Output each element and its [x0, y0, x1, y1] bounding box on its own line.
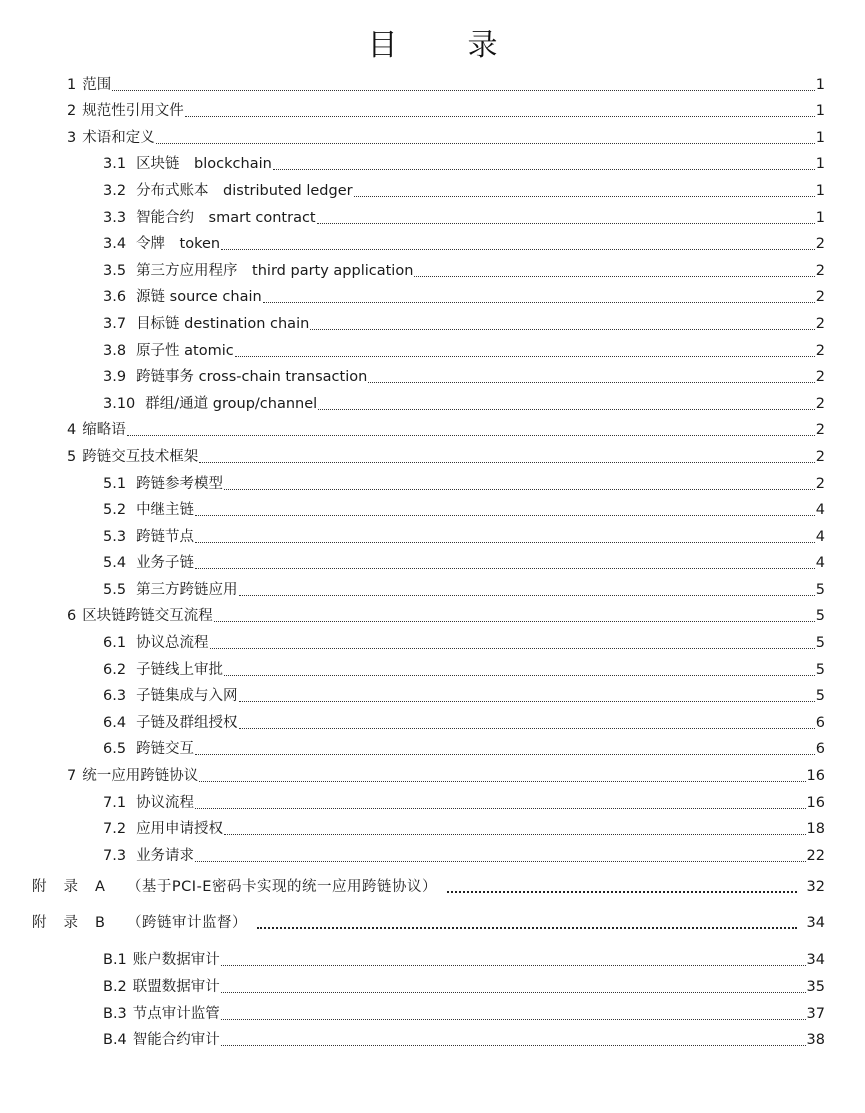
toc-entry-number: 5.5 [103, 581, 127, 598]
toc-entry-number: 5.4 [103, 555, 127, 572]
toc-entry-number: 3.8 [103, 342, 127, 359]
toc-entry-number: 3.7 [103, 315, 127, 332]
toc-entry-5-1[interactable] [0, 470, 865, 497]
toc-entry-b-2[interactable] [0, 973, 865, 1000]
toc-entry-title: 节点审计监管 [132, 1005, 220, 1022]
toc-entry-title: 协议总流程 [136, 635, 209, 652]
toc-entry-title: 协议流程 [136, 794, 195, 811]
dot-leader [273, 169, 815, 170]
toc-entry-title: 跨链参考模型 [136, 475, 224, 492]
toc-entry-number: 3.3 [103, 209, 127, 226]
toc-entry-3-10[interactable] [0, 390, 865, 417]
toc-entry-number: 3.6 [103, 289, 127, 306]
dot-leader [195, 568, 815, 569]
toc-entry-page: 2 [815, 236, 825, 253]
toc-entry-page: 2 [815, 289, 825, 306]
toc-entry-number: 6.4 [103, 714, 127, 731]
toc-entry-5-2[interactable] [0, 497, 865, 524]
appendix-label: 附录A [32, 878, 122, 895]
toc-entry-page: 35 [806, 979, 825, 995]
toc-entry-3-4[interactable] [0, 231, 865, 258]
toc-entry-6-2[interactable] [0, 656, 865, 683]
toc-entry-number: 3.10 [103, 395, 136, 412]
toc-entry-page: 2 [815, 395, 825, 412]
toc-entry-title: 智能合约 smart contract [136, 209, 316, 226]
toc-entry-number: 7.1 [103, 794, 127, 811]
toc-entry-6-5[interactable] [0, 736, 865, 763]
dot-leader [127, 435, 815, 436]
toc-entry-3-9[interactable] [0, 364, 865, 391]
dot-leader [221, 249, 815, 250]
toc-entry-6-4[interactable] [0, 709, 865, 736]
toc-entry-title: 智能合约审计 [132, 1032, 220, 1049]
toc-entry-number: 5.3 [103, 528, 127, 545]
dot-leader [221, 965, 806, 966]
appendix-label: 附录B [32, 914, 122, 931]
toc-entry-page: 2 [815, 315, 825, 332]
toc-entry-2[interactable] [0, 98, 865, 125]
toc-entry-number: 4 [67, 422, 77, 439]
toc-entry-title: 跨链交互 [136, 741, 195, 758]
toc-entry-title: 原子性 atomic [136, 342, 234, 359]
toc-entry-b-4[interactable] [0, 1027, 865, 1054]
toc-entry-page: 2 [815, 262, 825, 279]
toc-entry-page: 16 [806, 794, 825, 811]
dot-leader [112, 90, 815, 91]
dot-leader [214, 621, 815, 622]
toc-entry-5-4[interactable] [0, 550, 865, 577]
toc-entry-page: 4 [815, 502, 825, 519]
dot-leader [221, 1019, 806, 1020]
dot-leader [195, 861, 805, 862]
toc-entry-page: 4 [815, 555, 825, 572]
toc-entry-number: B.2 [103, 979, 127, 995]
toc-entry-title: 术语和定义 [82, 129, 155, 146]
toc-entry-title: 第三方应用程序 third party application [136, 262, 414, 279]
dot-leader [224, 834, 805, 835]
dot-leader [185, 116, 815, 117]
appendix-page: 34 [806, 914, 825, 931]
toc-entry-number: B.3 [103, 1005, 127, 1022]
toc-entry-number: 5.2 [103, 502, 127, 519]
dot-leader [354, 196, 815, 197]
toc-entry-6[interactable] [0, 603, 865, 630]
dot-leader [310, 329, 814, 330]
dot-leader [156, 143, 815, 144]
toc-entry-page: 5 [815, 661, 825, 678]
toc-entry-1[interactable] [0, 71, 865, 98]
toc-entry-page: 2 [815, 448, 825, 465]
toc-entry-page: 18 [806, 821, 825, 838]
toc-entry-number: 3.9 [103, 369, 127, 386]
toc-entry-6-3[interactable] [0, 683, 865, 710]
toc-entry-title: 中继主链 [136, 502, 195, 519]
toc-entry-page: 1 [815, 209, 825, 226]
toc-entry-number: 7.2 [103, 821, 127, 838]
dot-leader [221, 992, 806, 993]
toc-entry-page: 6 [815, 741, 825, 758]
toc-entry-number: 5.1 [103, 475, 127, 492]
toc-entry-number: 6.2 [103, 661, 127, 678]
toc-entry-page: 2 [815, 475, 825, 492]
dot-leader [239, 595, 815, 596]
dot-leader [414, 276, 814, 277]
toc-entry-number: 5 [67, 448, 77, 465]
toc-entry-7-1[interactable] [0, 789, 865, 816]
toc-appendix-b[interactable] [0, 905, 865, 941]
toc-entry-page: 5 [815, 688, 825, 705]
toc-entry-title: 账户数据审计 [132, 952, 220, 969]
toc-entry-number: 7.3 [103, 847, 127, 864]
toc-entry-3-8[interactable] [0, 337, 865, 364]
toc-entry-number: 7 [67, 768, 77, 785]
toc-entry-page: 22 [806, 847, 825, 864]
toc-entry-title: 令牌 token [136, 236, 221, 253]
toc-entry-5[interactable] [0, 443, 865, 470]
toc-entry-title: 群组/通道 group/channel [145, 395, 318, 412]
toc-entry-page: 4 [815, 528, 825, 545]
toc-entry-page: 2 [815, 369, 825, 386]
toc-entry-3-1[interactable] [0, 151, 865, 178]
toc-entry-title: 跨链节点 [136, 528, 195, 545]
toc-entry-page: 1 [815, 182, 825, 199]
toc-entry-7-2[interactable] [0, 816, 865, 843]
toc-entry-number: 6.3 [103, 688, 127, 705]
toc-entry-page: 34 [806, 952, 825, 969]
toc-entry-b-3[interactable] [0, 1000, 865, 1027]
toc-entry-3-7[interactable] [0, 310, 865, 337]
toc-entry-5-5[interactable] [0, 576, 865, 603]
toc-entry-page: 2 [815, 342, 825, 359]
toc-entry-title: 区块链 blockchain [136, 156, 272, 173]
table-of-contents [0, 71, 865, 1053]
toc-appendix-a[interactable] [0, 869, 865, 905]
toc-entry-page: 2 [815, 422, 825, 439]
toc-entry-page: 5 [815, 581, 825, 598]
toc-entry-page: 16 [806, 768, 825, 785]
toc-entry-page: 1 [815, 76, 825, 93]
toc-entry-number: B.1 [103, 952, 127, 969]
toc-entry-3-2[interactable] [0, 177, 865, 204]
toc-entry-4[interactable] [0, 417, 865, 444]
dot-leader [263, 302, 815, 303]
dot-leader [195, 754, 815, 755]
dot-leader [195, 542, 815, 543]
dot-leader [239, 701, 815, 702]
toc-entry-title: 统一应用跨链协议 [82, 768, 199, 785]
toc-entry-number: 3.5 [103, 262, 127, 279]
toc-entry-title: 子链集成与入网 [136, 688, 238, 705]
toc-entry-title: 源链 source chain [136, 289, 262, 306]
toc-entry-page: 37 [806, 1005, 825, 1022]
toc-entry-6-1[interactable] [0, 629, 865, 656]
toc-entry-number: B.4 [103, 1032, 127, 1049]
toc-entry-page: 5 [815, 608, 825, 625]
toc-entry-7[interactable] [0, 762, 865, 789]
toc-entry-7-3[interactable] [0, 842, 865, 869]
toc-entry-title: 联盟数据审计 [132, 979, 220, 995]
toc-entry-title: 分布式账本 distributed ledger [136, 182, 353, 199]
toc-entry-number: 6 [67, 608, 77, 625]
dot-leader [221, 1045, 806, 1046]
toc-entry-title: 缩略语 [82, 422, 126, 439]
toc-entry-page: 1 [815, 156, 825, 173]
dot-leader [317, 223, 815, 224]
toc-entry-b-1[interactable] [0, 947, 865, 974]
dot-leader [210, 648, 815, 649]
dot-leader [199, 781, 805, 782]
dot-leader [224, 489, 815, 490]
toc-entry-title: 目标链 destination chain [136, 315, 310, 332]
toc-entry-number: 1 [67, 76, 77, 93]
toc-entry-page: 1 [815, 129, 825, 146]
dot-leader [224, 675, 815, 676]
toc-entry-title: 区块链跨链交互流程 [82, 608, 213, 625]
dot-leader [195, 515, 815, 516]
toc-entry-title: 第三方跨链应用 [136, 581, 238, 598]
toc-entry-number: 3.4 [103, 236, 127, 253]
appendix-title: （跨链审计监督） [126, 914, 247, 931]
toc-entry-number: 3.1 [103, 156, 127, 173]
dot-leader [257, 927, 797, 929]
toc-entry-5-3[interactable] [0, 523, 865, 550]
toc-entry-title: 应用申请授权 [136, 821, 224, 838]
dot-leader [195, 808, 805, 809]
toc-entry-title: 跨链事务 cross-chain transaction [136, 369, 368, 386]
toc-entry-number: 6.5 [103, 741, 127, 758]
toc-entry-title: 子链线上审批 [136, 661, 224, 678]
page-title: 目 录 [367, 28, 518, 63]
toc-entry-title: 业务子链 [136, 555, 195, 572]
appendix-page: 32 [806, 878, 825, 895]
toc-entry-3-3[interactable] [0, 204, 865, 231]
toc-entry-title: 规范性引用文件 [82, 103, 184, 120]
toc-entry-number: 3.2 [103, 182, 127, 199]
toc-entry-page: 38 [806, 1032, 825, 1049]
dot-leader [368, 382, 814, 383]
toc-entry-number: 3 [67, 129, 77, 146]
toc-entry-title: 子链及群组授权 [136, 714, 238, 731]
dot-leader [239, 728, 815, 729]
toc-entry-page: 6 [815, 714, 825, 731]
toc-entry-title: 范围 [82, 76, 112, 93]
dot-leader [318, 409, 815, 410]
dot-leader [235, 356, 815, 357]
toc-entry-number: 2 [67, 103, 77, 120]
toc-entry-3-6[interactable] [0, 284, 865, 311]
toc-entry-page: 5 [815, 635, 825, 652]
toc-entry-title: 跨链交互技术框架 [82, 448, 199, 465]
dot-leader [199, 462, 815, 463]
toc-entry-page: 1 [815, 103, 825, 120]
toc-entry-title: 业务请求 [136, 847, 195, 864]
toc-entry-3[interactable] [0, 124, 865, 151]
appendix-title: （基于PCI-E密码卡实现的统一应用跨链协议） [126, 878, 437, 895]
toc-entry-3-5[interactable] [0, 257, 865, 284]
dot-leader [447, 891, 797, 893]
toc-entry-number: 6.1 [103, 635, 127, 652]
